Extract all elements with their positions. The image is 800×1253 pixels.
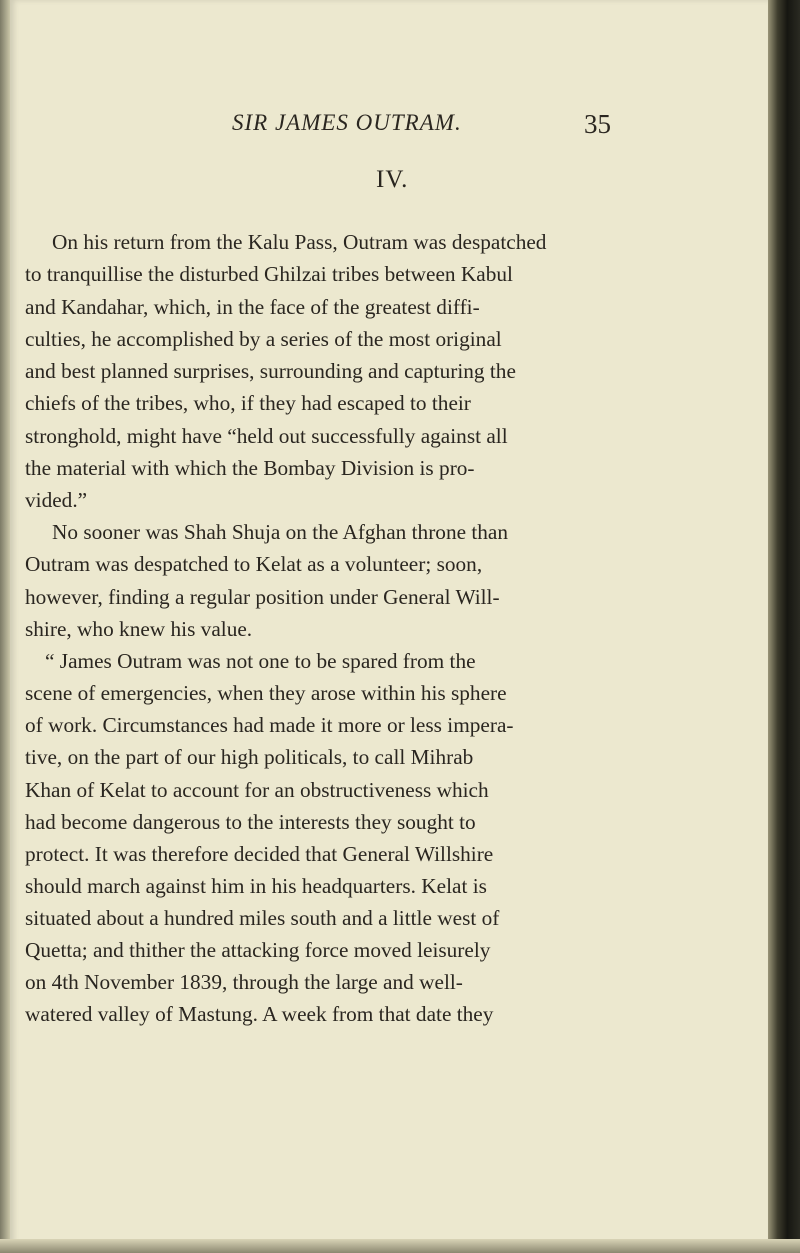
text-line: had become dangerous to the interests they sought to xyxy=(25,810,476,834)
text-line: vided.” xyxy=(25,488,88,512)
running-head: SIR JAMES OUTRAM. xyxy=(232,110,462,135)
text-line: of work. Circumstances had made it more or less impera- xyxy=(25,713,514,737)
page-number: 35 xyxy=(584,109,611,139)
book-edge-bottom xyxy=(0,1239,800,1253)
text-line: tive, on the part of our high politicals, to call Mihrab xyxy=(25,745,474,769)
text-line: No sooner was Shah Shuja on the Afghan throne than xyxy=(52,520,509,544)
text-line: however, finding a regular position under General Will- xyxy=(25,585,500,609)
text-line: “ James Outram was not one to be spared from the xyxy=(45,649,476,673)
text-line: and best planned surprises, surrounding and capturing the xyxy=(25,359,516,383)
text-line: the material with which the Bombay Division is pro- xyxy=(25,456,475,480)
text-line: shire, who knew his value. xyxy=(25,617,253,641)
book-page xyxy=(10,0,768,1253)
text-line: to tranquillise the disturbed Ghilzai tribes between Kabul xyxy=(25,262,513,286)
book-edge-right xyxy=(768,0,800,1253)
text-line: and Kandahar, which, in the face of the greatest diffi- xyxy=(25,295,480,319)
text-line: watered valley of Mastung. A week from that date they xyxy=(25,1002,494,1026)
text-line: situated about a hundred miles south and a little west of xyxy=(25,906,500,930)
text-line: should march against him in his headquarters. Kelat is xyxy=(25,874,487,898)
text-line: chiefs of the tribes, who, if they had escaped to their xyxy=(25,391,471,415)
text-line: On his return from the Kalu Pass, Outram was despatched xyxy=(52,230,547,254)
text-line: protect. It was therefore decided that General Willshire xyxy=(25,842,494,866)
text-line: Khan of Kelat to account for an obstructiveness which xyxy=(25,778,489,802)
text-line: culties, he accomplished by a series of the most original xyxy=(25,327,502,351)
text-line: on 4th November 1839, through the large and well- xyxy=(25,970,463,994)
text-line: Quetta; and thither the attacking force moved leisurely xyxy=(25,938,491,962)
section-number: IV. xyxy=(376,166,409,193)
book-gutter-left xyxy=(0,0,10,1253)
text-line: Outram was despatched to Kelat as a volunteer; soon, xyxy=(25,552,483,576)
text-line: scene of emergencies, when they arose within his sphere xyxy=(25,681,507,705)
text-line: stronghold, might have “held out successfully against all xyxy=(25,424,508,448)
